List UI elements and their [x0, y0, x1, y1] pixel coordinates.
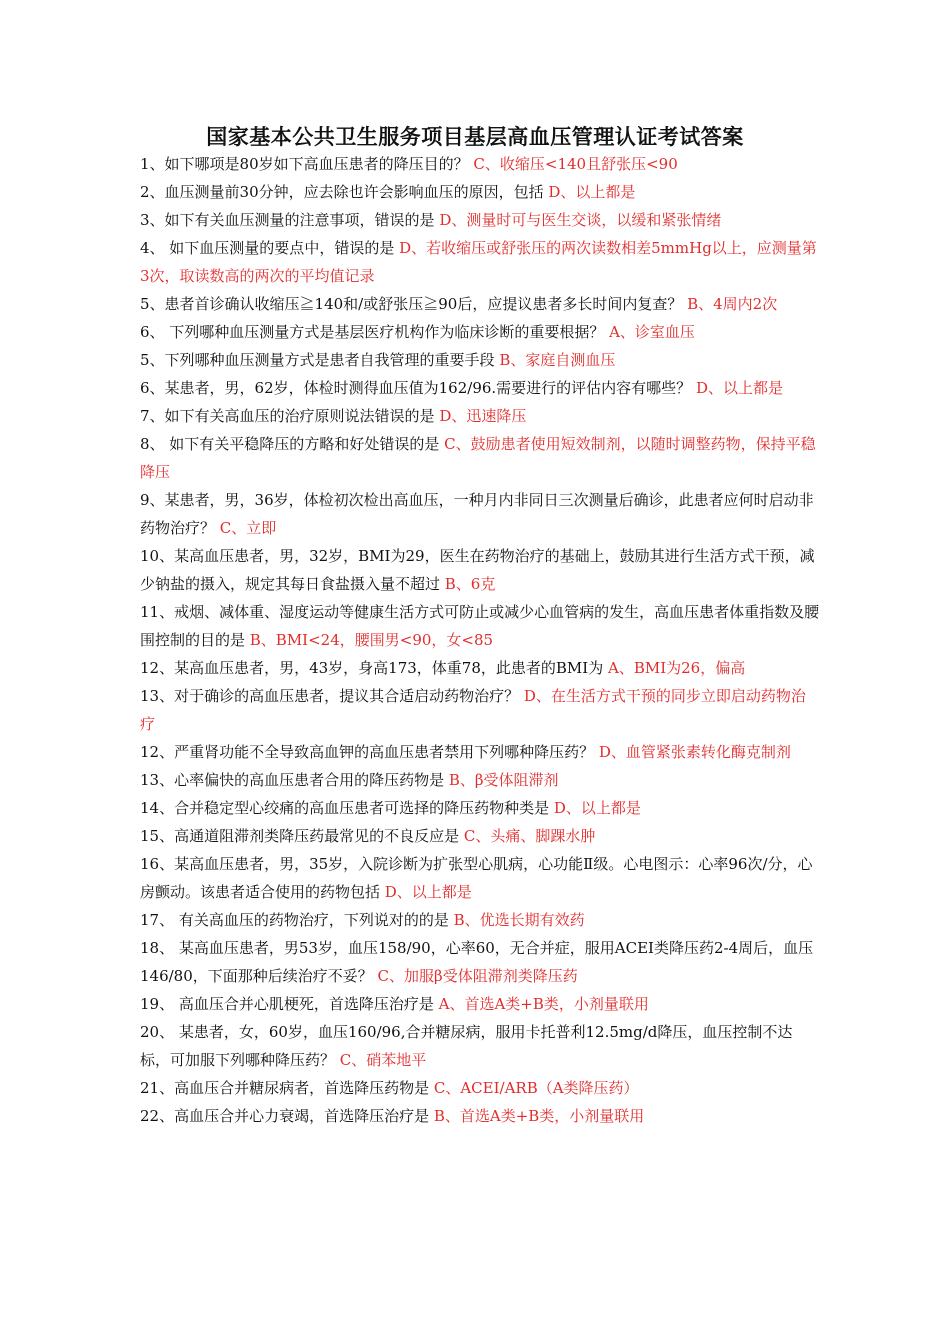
question-item: [140, 850, 820, 906]
answer-text: D、以上都是: [548, 183, 636, 201]
question-item: [140, 374, 820, 402]
question-item: [140, 906, 820, 934]
question-item: [140, 346, 820, 374]
answer-text: D、以上都是: [553, 799, 641, 817]
question-text: 1、如下哪项是80岁如下高血压患者的降压目的？: [140, 155, 474, 173]
answer-text: D、在生活方式干预的同步立即启动药物治疗: [140, 687, 806, 733]
question-item: [140, 150, 820, 178]
question-text: 8、 如下有关平稳降压的方略和好处错误的是: [140, 435, 445, 453]
answer-text: D、若收缩压或舒张压的两次读数相差5mmHg以上，应测量第3次，取读数高的两次的平均值记录: [140, 239, 817, 285]
question-item: [140, 1102, 820, 1130]
question-text: 21、高血压合并糖尿病者，首选降压药物是: [140, 1079, 434, 1097]
question-item: [140, 738, 820, 766]
answer-text: B、4周内2次: [687, 295, 778, 313]
question-text: 18、 某高血压患者，男53岁，血压158/90，心率60，无合并症，服用ACEI类降压药2-4周后，血压146/80，下面那种后续治疗不妥？: [140, 939, 814, 985]
question-text: 20、 某患者，女，60岁，血压160/96,合并糖尿病，服用卡托普利12.5mg/d降压，血压控制不达标，可加服下列哪种降压药？: [140, 1023, 793, 1069]
question-text: 13、对于确诊的高血压患者，提议其合适启动药物治疗？: [140, 687, 524, 705]
answer-text: D、测量时可与医生交谈，以缓和紧张情绪: [439, 211, 722, 229]
question-text: 6、 下列哪种血压测量方式是基层医疗机构作为临床诊断的重要根据？: [140, 323, 610, 341]
question-text: 5、患者首诊确认收缩压≧140和/或舒张压≧90后，应提议患者多长时间内复查？: [140, 295, 688, 313]
answer-text: B、6克: [444, 575, 496, 593]
question-item: [140, 654, 820, 682]
question-item: [140, 206, 820, 234]
question-item: [140, 234, 820, 290]
question-text: 14、合并稳定型心绞痛的高血压患者可选择的降压药物种类是: [140, 799, 554, 817]
question-text: 22、高血压合并心力衰竭，首选降压治疗是: [140, 1107, 434, 1125]
answer-text: C、立即: [219, 519, 277, 537]
question-item: [140, 318, 820, 346]
question-text: 9、某患者，男，36岁，体检初次检出高血压，一种月内非同日三次测量后确诊，此患者应何时启动非药物治疗？: [140, 491, 814, 537]
answer-text: B、首选A类+B类，小剂量联用: [433, 1107, 645, 1125]
question-item: [140, 402, 820, 430]
answer-text: A、首选A类+B类，小剂量联用: [438, 995, 649, 1013]
question-text: 6、某患者，男，62岁，体检时测得血压值为162/96.需要进行的评估内容有哪些？: [140, 379, 696, 397]
answer-text: A、BMI为26，偏高: [607, 659, 746, 677]
question-text: 11、戒烟、减体重、湿度运动等健康生活方式可防止或减少心血管病的发生，高血压患者体重指数及腰围控制的目的是: [140, 603, 820, 649]
question-item: [140, 934, 820, 990]
question-text: 19、 高血压合并心肌梗死，首选降压治疗是: [140, 995, 439, 1013]
answer-text: C、鼓励患者使用短效制剂，以随时调整药物，保持平稳降压: [140, 435, 816, 481]
question-text: 2、血压测量前30分钟，应去除也许会影响血压的原因，包括: [140, 183, 549, 201]
question-item: [140, 1074, 820, 1102]
answer-text: C、收缩压<140且舒张压<90: [473, 155, 678, 173]
question-text: 7、如下有关高血压的治疗原则说法错误的是: [140, 407, 440, 425]
answer-text: D、以上都是: [384, 883, 472, 901]
question-item: [140, 682, 820, 738]
question-item: [140, 178, 820, 206]
answer-text: A、诊室血压: [609, 323, 695, 341]
question-list: [140, 150, 820, 1130]
answer-text: D、以上都是: [695, 379, 783, 397]
question-item: [140, 542, 820, 598]
question-text: 13、心率偏快的高血压患者合用的降压药物是: [140, 771, 449, 789]
answer-text: C、加服β受体阻滞剂类降压药: [377, 967, 578, 985]
answer-text: B、优选长期有效药: [453, 911, 585, 929]
question-item: [140, 990, 820, 1018]
question-item: [140, 822, 820, 850]
question-item: [140, 290, 820, 318]
question-item: [140, 486, 820, 542]
question-text: 12、某高血压患者，男，43岁，身高173，体重78，此患者的BMI为: [140, 659, 608, 677]
question-text: 10、某高血压患者，男，32岁，BMI为29，医生在药物治疗的基础上，鼓励其进行生活方式干预，减少钠盐的摄入，规定其每日食盐摄入量不超过: [140, 547, 815, 593]
question-text: 17、 有关高血压的药物治疗，下列说对的的是: [140, 911, 454, 929]
question-item: [140, 430, 820, 486]
question-text: 16、某高血压患者，男，35岁，入院诊断为扩张型心肌病，心功能Ⅱ级。心电图示：心率96次/分，心房颤动。该患者适合使用的药物包括: [140, 855, 813, 901]
question-text: 3、如下有关血压测量的注意事项，错误的是: [140, 211, 440, 229]
question-text: 15、高通道阻滞剂类降压药最常见的不良反应是: [140, 827, 464, 845]
answer-text: B、BMI<24，腰围男<90，女<85: [249, 631, 494, 649]
question-item: [140, 794, 820, 822]
answer-text: D、迅速降压: [439, 407, 527, 425]
question-text: 5、下列哪种血压测量方式是患者自我管理的重要手段: [140, 351, 500, 369]
question-text: 12、严重肾功能不全导致高血钾的高血压患者禁用下列哪种降压药？: [140, 743, 599, 761]
question-item: [140, 598, 820, 654]
question-item: [140, 766, 820, 794]
answer-text: C、硝苯地平: [339, 1051, 427, 1069]
answer-text: B、家庭自测血压: [499, 351, 616, 369]
answer-text: D、血管紧张素转化酶克制剂: [598, 743, 791, 761]
answer-text: B、β受体阻滞剂: [448, 771, 559, 789]
question-item: [140, 1018, 820, 1074]
page-title: 国家基本公共卫生服务项目基层高血压管理认证考试答案: [206, 125, 744, 149]
answer-text: C、ACEI/ARB（A类降压药）: [433, 1079, 639, 1097]
answer-text: C、头痛、脚踝水肿: [463, 827, 596, 845]
question-text: 4、 如下血压测量的要点中，错误的是: [140, 239, 400, 257]
